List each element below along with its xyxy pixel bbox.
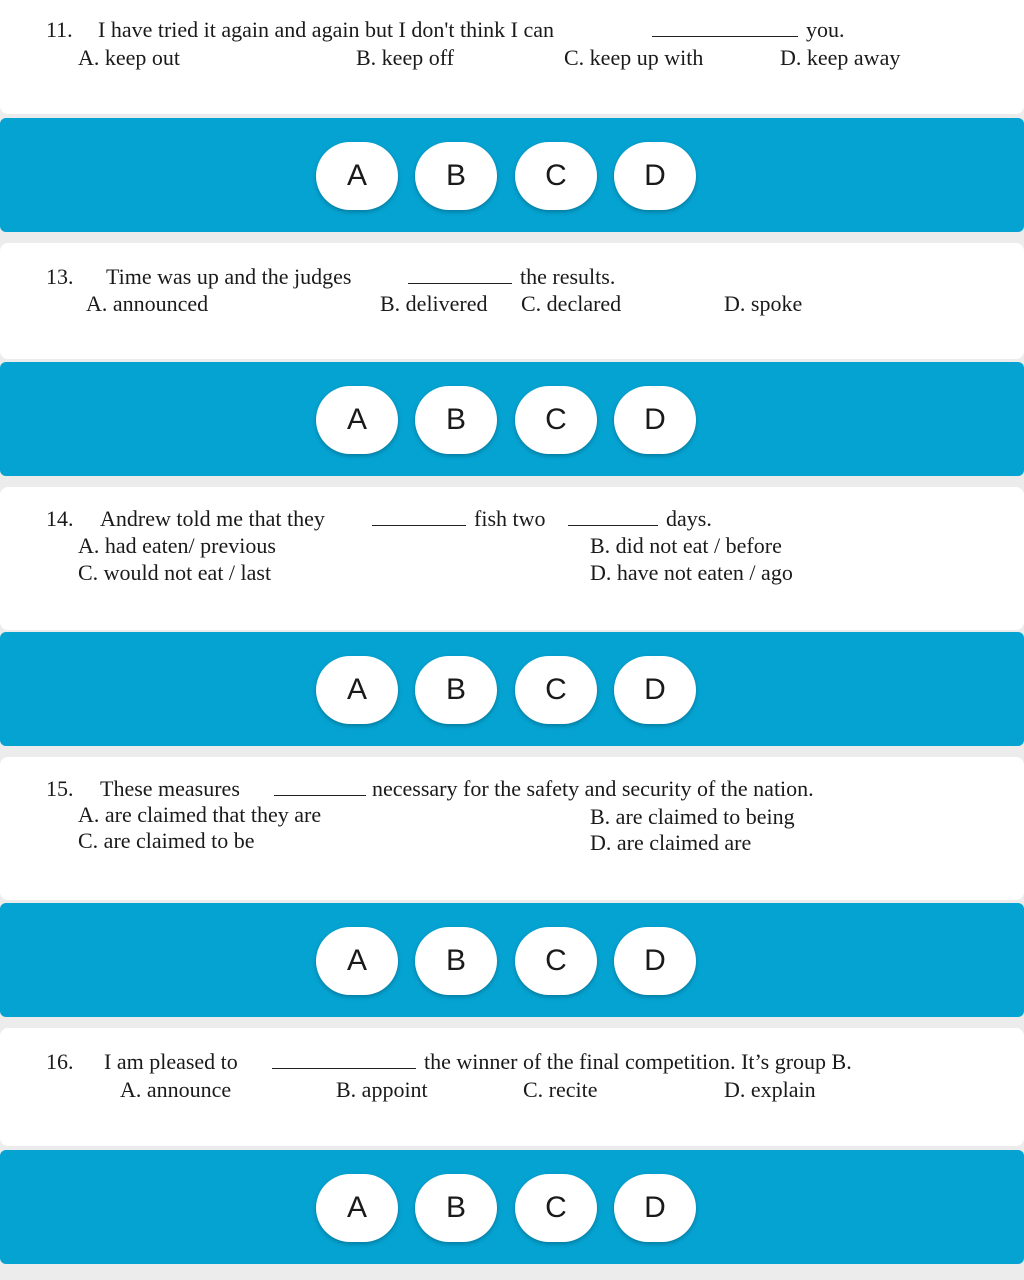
question-card-11 — [0, 0, 1024, 114]
answer-button-b[interactable]: B — [415, 386, 497, 454]
question-text: I am pleased to — [104, 1049, 238, 1074]
question-text-mid: fish two — [474, 506, 546, 531]
answer-button-a[interactable]: A — [316, 656, 398, 724]
option-c: C. declared — [521, 291, 622, 316]
answer-button-d[interactable]: D — [614, 386, 696, 454]
answer-button-c[interactable]: C — [515, 1174, 597, 1242]
question-text-end: you. — [806, 17, 845, 42]
answer-button-d[interactable]: D — [614, 927, 696, 995]
option-d: D. keep away — [780, 45, 901, 70]
option-d: D. spoke — [724, 291, 803, 316]
answer-blank — [408, 263, 512, 284]
answer-button-b[interactable]: B — [415, 927, 497, 995]
question-stem — [0, 505, 1024, 532]
question-text: Time was up and the judges — [106, 264, 352, 289]
question-card-14 — [0, 487, 1024, 630]
option-d: D. explain — [724, 1077, 816, 1102]
question-text: Andrew told me that they — [100, 506, 325, 531]
question-text-end: the results. — [520, 264, 616, 289]
question-number: 14. — [46, 506, 74, 531]
option-c: C. would not eat / last — [78, 560, 272, 585]
answer-button-c[interactable]: C — [515, 142, 597, 210]
question-card-16 — [0, 1028, 1024, 1146]
question-text: These measures — [100, 776, 240, 801]
answer-button-b[interactable]: B — [415, 656, 497, 724]
answer-button-c[interactable]: C — [515, 656, 597, 724]
answer-bar-16 — [0, 1150, 1024, 1264]
answer-button-d[interactable]: D — [614, 1174, 696, 1242]
option-a: A. announce — [120, 1077, 232, 1102]
answer-button-b[interactable]: B — [415, 142, 497, 210]
question-card-15 — [0, 757, 1024, 900]
option-a: A. had eaten/ previous — [78, 533, 276, 558]
answer-blank-2 — [568, 505, 658, 526]
question-text-end: days. — [666, 506, 712, 531]
answer-button-a[interactable]: A — [316, 927, 398, 995]
option-c: C. recite — [523, 1077, 598, 1102]
option-b: B. keep off — [356, 45, 454, 70]
answer-bar-15 — [0, 903, 1024, 1017]
question-number: 11. — [46, 17, 73, 42]
option-b: B. did not eat / before — [590, 533, 782, 558]
answer-blank — [272, 1048, 416, 1069]
option-b: B. delivered — [380, 291, 488, 316]
question-text-end: necessary for the safety and security of the nation. — [372, 776, 814, 801]
question-stem — [0, 16, 1024, 43]
option-b: B. are claimed to being — [590, 804, 795, 829]
question-number: 13. — [46, 264, 74, 289]
option-d: D. have not eaten / ago — [590, 560, 793, 585]
answer-button-c[interactable]: C — [515, 927, 597, 995]
answer-blank — [652, 16, 798, 37]
question-stem — [0, 1048, 1024, 1075]
answer-bar-11 — [0, 118, 1024, 232]
question-text-end: the winner of the final competition. It’s group B. — [424, 1049, 852, 1074]
question-number: 15. — [46, 776, 74, 801]
question-stem — [0, 775, 1024, 802]
option-a: A. keep out — [78, 45, 181, 70]
answer-button-a[interactable]: A — [316, 1174, 398, 1242]
option-b: B. appoint — [336, 1077, 428, 1102]
answer-blank-1 — [372, 505, 466, 526]
option-a: A. are claimed that they are — [78, 802, 322, 827]
question-card-13 — [0, 243, 1024, 359]
option-c: C. keep up with — [564, 45, 704, 70]
answer-button-b[interactable]: B — [415, 1174, 497, 1242]
question-text: I have tried it again and again but I don't think I can — [98, 17, 555, 42]
answer-bar-13 — [0, 362, 1024, 476]
option-a: A. announced — [86, 291, 209, 316]
option-d: D. are claimed are — [590, 830, 752, 855]
answer-bar-14 — [0, 632, 1024, 746]
answer-button-c[interactable]: C — [515, 386, 597, 454]
option-c: C. are claimed to be — [78, 828, 255, 853]
answer-button-a[interactable]: A — [316, 142, 398, 210]
answer-button-a[interactable]: A — [316, 386, 398, 454]
answer-button-d[interactable]: D — [614, 656, 696, 724]
answer-blank — [274, 775, 366, 796]
answer-button-d[interactable]: D — [614, 142, 696, 210]
question-stem — [0, 263, 1024, 290]
question-number: 16. — [46, 1049, 74, 1074]
